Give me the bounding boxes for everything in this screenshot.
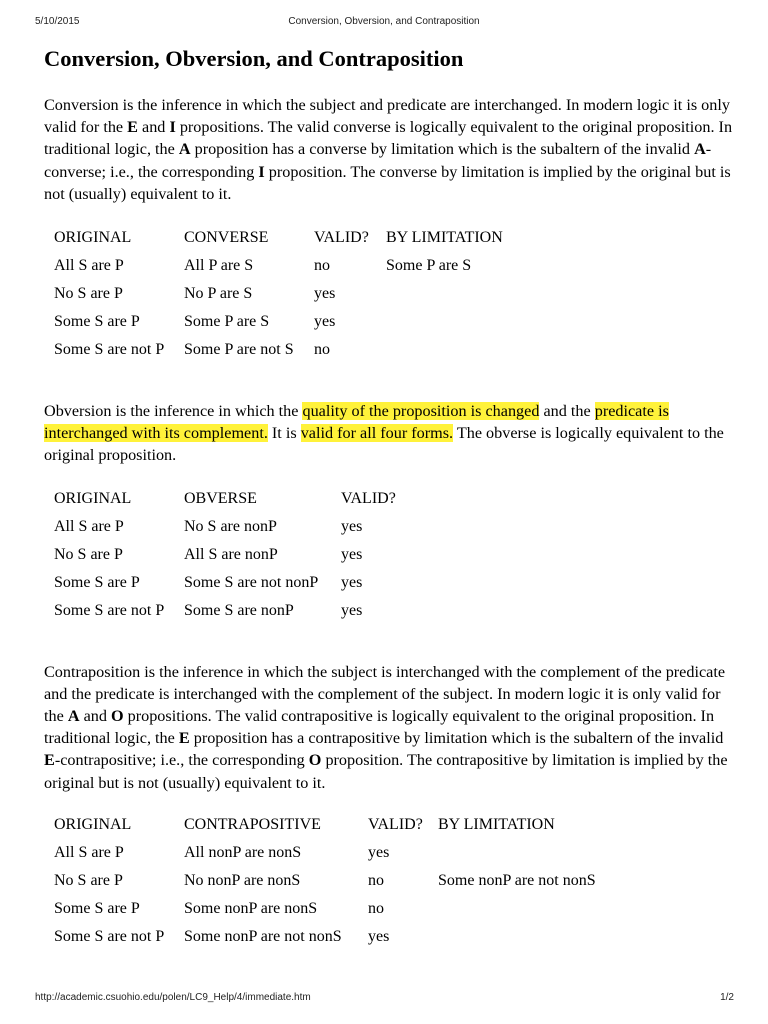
- table-cell: yes: [368, 843, 390, 861]
- conversion-table: [54, 224, 503, 364]
- table-cell: no: [368, 871, 384, 889]
- table-cell: Some S are not P: [54, 341, 165, 359]
- table-cell: All S are P: [54, 843, 124, 861]
- table-cell: no: [314, 341, 330, 359]
- table-cell: All P are S: [184, 257, 254, 275]
- table-row: [54, 541, 421, 569]
- header-cell: BY LIMITATION: [386, 229, 503, 247]
- table-cell: Some P are not S: [184, 341, 294, 359]
- header-date: 5/10/2015: [35, 16, 80, 27]
- page-title: Conversion, Obversion, and Contraposition: [44, 46, 464, 71]
- table-row: [54, 513, 421, 541]
- obversion-paragraph: Obversion is the inference in which the quality of the proposition is changed and the predicate is interchanged with its complement. It is valid for all four forms. The obverse is logically equivalent to the original proposition.: [44, 402, 724, 465]
- table-cell: yes: [341, 517, 363, 535]
- table-cell: [438, 895, 596, 923]
- table-cell: Some nonP are not nonS: [184, 927, 342, 945]
- table-cell: [386, 308, 503, 336]
- table-cell: Some P are S: [184, 313, 270, 331]
- table-row: [54, 569, 421, 597]
- header-cell: CONVERSE: [184, 229, 269, 247]
- table-row: [54, 280, 503, 308]
- table-cell: yes: [314, 313, 336, 331]
- highlight: valid for all four forms.: [300, 424, 454, 443]
- table-cell: No S are P: [54, 285, 123, 303]
- table-cell: yes: [368, 927, 390, 945]
- highlight: predicate is interchanged with its complement.: [44, 402, 669, 443]
- table-cell: no: [368, 899, 384, 917]
- table-header-row: [54, 224, 503, 252]
- header-cell: ORIGINAL: [54, 229, 132, 247]
- table-cell: Some P are S: [386, 257, 472, 275]
- header-cell: BY LIMITATION: [438, 815, 555, 833]
- table-cell: Some S are not nonP: [184, 573, 319, 591]
- table-row: [54, 923, 596, 951]
- table-cell: No nonP are nonS: [184, 871, 301, 889]
- table-cell: No S are nonP: [184, 517, 277, 535]
- table-row: [54, 336, 503, 364]
- table-cell: [438, 839, 596, 867]
- header-cell: VALID?: [341, 489, 396, 507]
- table-row: [54, 308, 503, 336]
- table-cell: yes: [341, 573, 363, 591]
- header-cell: VALID?: [368, 815, 423, 833]
- table-cell: yes: [314, 285, 336, 303]
- table-cell: Some nonP are not nonS: [438, 871, 596, 889]
- table-cell: All S are nonP: [184, 545, 278, 563]
- table-cell: [438, 923, 596, 951]
- table-cell: All nonP are nonS: [184, 843, 302, 861]
- table-cell: [386, 336, 503, 364]
- table-cell: Some nonP are nonS: [184, 899, 318, 917]
- contraposition-paragraph: Contraposition is the inference in which the subject is interchanged with the complement of the predicate and the predicate is interchanged with the complement of the subject. In modern logic it is only valid for the A and O propositions. The valid contrapositive is logically equivalent to the original proposition. In traditional logic, the E proposition has a contrapositive by limitation which is the subaltern of the invalid E-contrapositive; i.e., the corresponding O proposition. The contrapositive by limitation is implied by the original but is not (usually) equivalent to it.: [44, 662, 728, 792]
- header-cell: VALID?: [314, 229, 369, 247]
- table-cell: No S are P: [54, 545, 123, 563]
- table-row: [54, 867, 596, 895]
- table-row: [54, 839, 596, 867]
- footer-url: http://academic.csuohio.edu/polen/LC9_Help/4/immediate.htm: [35, 992, 311, 1003]
- table-header-row: [54, 485, 421, 513]
- table-row: [54, 252, 503, 280]
- table-cell: All S are P: [54, 257, 124, 275]
- table-cell: Some S are not P: [54, 927, 165, 945]
- table-cell: All S are P: [54, 517, 124, 535]
- conversion-paragraph: Conversion is the inference in which the subject and predicate are interchanged. In modern logic it is only valid for the E and I propositions. The valid converse is logically equivalent to the original proposition. In traditional logic, the A proposition has a converse by limitation which is the subaltern of the invalid A-converse; i.e., the corresponding I proposition. The converse by limitation is implied by the original but is not (usually) equivalent to it.: [44, 96, 733, 203]
- header-cell: ORIGINAL: [54, 815, 132, 833]
- highlight: quality of the proposition is changed: [302, 402, 540, 421]
- table-cell: yes: [341, 545, 363, 563]
- table-cell: Some S are P: [54, 573, 140, 591]
- contraposition-table: [54, 811, 596, 951]
- page-content: [44, 44, 734, 951]
- table-header-row: [54, 811, 596, 839]
- table-cell: yes: [341, 601, 363, 619]
- header-title: Conversion, Obversion, and Contraposition: [288, 16, 480, 27]
- table-cell: Some S are nonP: [184, 601, 294, 619]
- obversion-table: [54, 485, 421, 625]
- table-cell: No S are P: [54, 871, 123, 889]
- table-cell: no: [314, 257, 330, 275]
- table-cell: Some S are P: [54, 899, 140, 917]
- table-row: [54, 895, 596, 923]
- header-cell: CONTRAPOSITIVE: [184, 815, 321, 833]
- table-cell: Some S are P: [54, 313, 140, 331]
- footer-page-number: 1/2: [720, 992, 734, 1003]
- table-cell: No P are S: [184, 285, 253, 303]
- table-cell: [386, 280, 503, 308]
- header-cell: OBVERSE: [184, 489, 257, 507]
- header-cell: ORIGINAL: [54, 489, 132, 507]
- table-row: [54, 597, 421, 625]
- table-cell: Some S are not P: [54, 601, 165, 619]
